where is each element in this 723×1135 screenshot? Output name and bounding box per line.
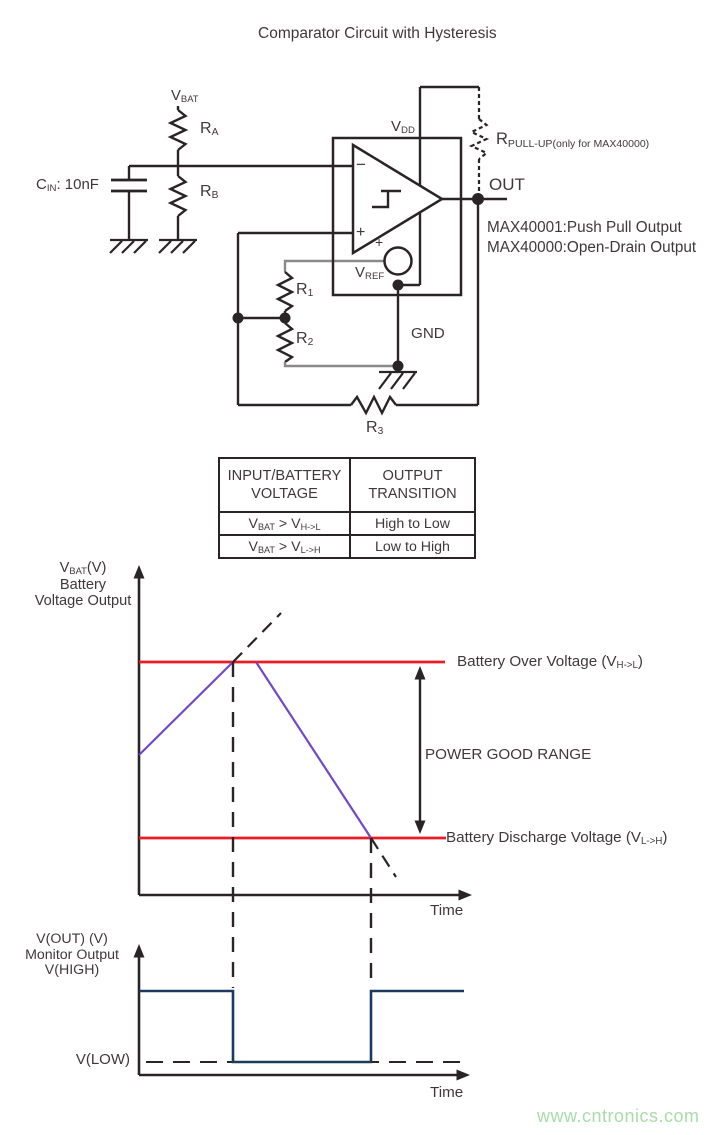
result-cell: Low to High [350, 535, 475, 558]
vref-plus-sign: + [375, 234, 384, 250]
vbat-curve [139, 662, 371, 838]
r2-label: $R_2$ [296, 330, 314, 349]
resistor-ra [171, 110, 186, 150]
battery-graph-time-label: Time [430, 902, 464, 919]
vref-label: $V_{REF}$ [355, 264, 385, 283]
transition-table [218, 457, 476, 559]
over-voltage-label: Battery Over Voltage $(V_{H->L})$ [457, 653, 643, 672]
monitor-graph-y-axis-label [20, 932, 124, 979]
power-good-range-label: POWER GOOD RANGE [425, 746, 592, 763]
r3-label: $R_3$ [366, 419, 384, 438]
vdd-label: $V_{DD}$ [391, 118, 415, 137]
table-header-output-transition: OUTPUT TRANSITION [350, 458, 475, 512]
output-note-max40000: MAX40000:Open-Drain Output [487, 239, 697, 256]
rpullup-label: $R_{PULL-UP(only for MAX40000)}$ [496, 130, 650, 150]
x-axis-arrow [457, 1070, 471, 1081]
ground-symbol-gnd [379, 372, 417, 389]
y-label-line3: Voltage Output [34, 593, 132, 609]
range-arrow-up-head [415, 666, 426, 680]
resistor-rb [171, 176, 186, 216]
range-arrow-down-head [415, 821, 426, 835]
r2-to-gnd-wire [285, 362, 398, 366]
y-label-line2: Battery [59, 576, 107, 593]
vref-source-circle [385, 248, 412, 275]
comparator-triangle [353, 145, 442, 253]
discharge-voltage-label: Battery Discharge Voltage $(V_{L->H})$ [446, 829, 668, 848]
y-axis-arrow [134, 944, 145, 958]
y-label-line3: V(HIGH) [44, 962, 100, 978]
noninverting-input-sign: + [356, 224, 366, 241]
v-low-label: V(LOW) [75, 1051, 130, 1068]
junction-dot [280, 313, 291, 324]
rise-extrapolation-dashed [233, 613, 281, 662]
table-header-row [219, 458, 475, 512]
condition-cell: $V_{BAT} > V_{L->H}$ [219, 535, 350, 558]
resistor-r3 [351, 397, 396, 413]
y-label-line2: Monitor Output [25, 946, 119, 963]
input-network-wires [110, 106, 353, 253]
table-row [219, 512, 475, 535]
table-header-input-voltage: INPUT/BATTERY VOLTAGE [219, 458, 350, 512]
cin-label: $C_{IN}$: 10nF [36, 176, 99, 195]
inverting-input-sign: − [356, 155, 366, 174]
monitor-graph-time-label: Time [430, 1084, 464, 1101]
table-row [219, 535, 475, 558]
ground-symbol-cin [110, 240, 148, 253]
battery-graph-y-axis-label [28, 560, 138, 610]
gnd-label: GND [411, 325, 445, 342]
fall-extrapolation-dashed [371, 838, 396, 877]
x-axis-arrow [459, 890, 473, 901]
y-label-line1: V(OUT) (V) [36, 931, 108, 947]
page-title: Comparator Circuit with Hysteresis [258, 25, 497, 42]
rb-label: $R_B$ [200, 183, 219, 202]
ra-label: $R_A$ [200, 120, 219, 139]
graph-monitor-shapes [134, 944, 471, 1081]
condition-cell: $V_{BAT} > V_{H->L}$ [219, 512, 350, 535]
result-cell: High to Low [350, 512, 475, 535]
resistor-r1 [278, 272, 292, 311]
junction-dot [393, 280, 404, 291]
out-junction-dot [472, 193, 484, 205]
pullup-resistor [472, 87, 487, 192]
junction-dot [393, 361, 404, 372]
watermark: www.cntronics.com [537, 1106, 700, 1126]
capacitor-cin [111, 180, 147, 191]
out-label: OUT [489, 175, 525, 194]
graph-battery-shapes [134, 565, 473, 988]
junction-dot [233, 313, 244, 324]
resistor-r2 [278, 323, 292, 362]
y-label-line1: $V_{BAT}(V)$ [59, 560, 107, 577]
vbat-label: $V_{BAT}$ [171, 88, 199, 106]
r1-label: $R_1$ [296, 281, 314, 300]
ground-symbol-rb [159, 240, 197, 253]
output-note-max40001: MAX40001:Push Pull Output [487, 219, 682, 236]
vout-square-wave [139, 991, 464, 1062]
